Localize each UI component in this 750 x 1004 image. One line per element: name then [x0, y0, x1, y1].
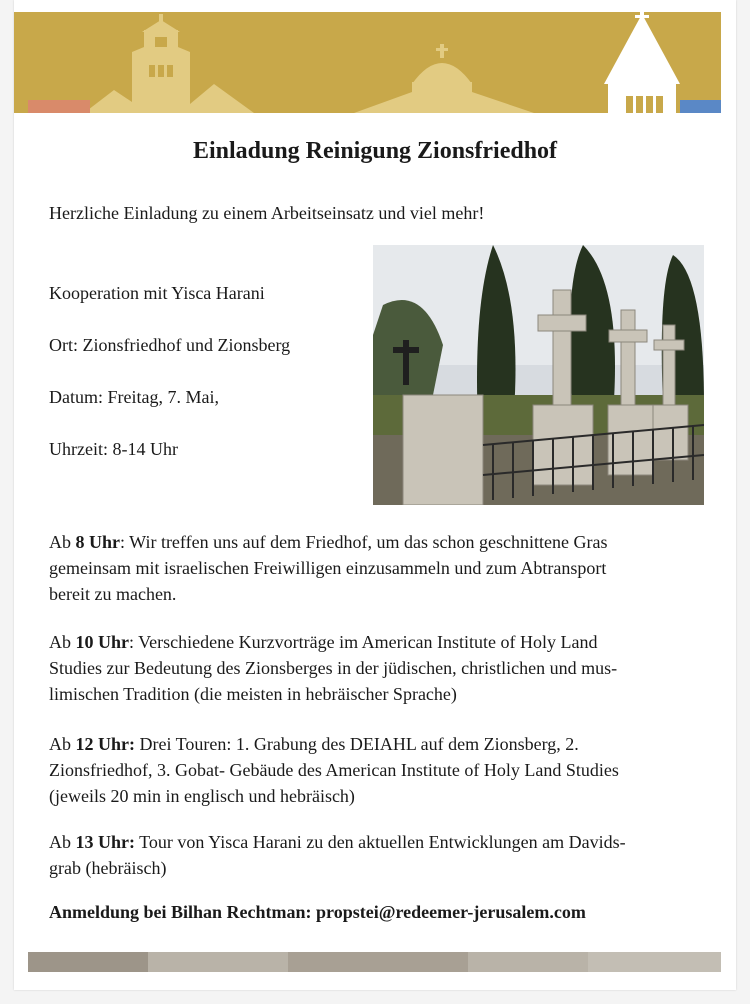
schedule-time: 8 Uhr [75, 532, 120, 552]
time-line: Uhrzeit: 8-14 Uhr [49, 439, 178, 459]
cemetery-photo [373, 245, 704, 505]
signup-contact[interactable]: Anmeldung bei Bilhan Rechtman: propstei@redeemer-jerusalem.com [49, 902, 586, 922]
schedule-time: 12 Uhr: [75, 734, 135, 754]
date-line: Datum: Freitag, 7. Mai, [49, 387, 219, 407]
footer-image-strip [28, 952, 721, 972]
schedule-item-8: Ab 8 Uhr: Wir treffen uns auf dem Friedhof, um das schon geschnittene Gras gemeinsam mit israelischen Freiwilligen einzusammeln und zum Abtransport bereit zu machen. [49, 532, 608, 604]
jerusalem-skyline-icon [14, 12, 721, 113]
event-details [49, 280, 290, 462]
page-title: Einladung Reinigung Zionsfriedhof [192, 138, 558, 164]
intro-text: Herzliche Einladung zu einem Arbeitseinsatz und viel mehr! [49, 203, 485, 223]
schedule-item-10: Ab 10 Uhr: Verschiedene Kurzvorträge im American Institute of Holy Land Studies zur Bedeutung des Zionsberges in der jüdischen, christlichen und mus- limischen Tradition (die meisten in hebräischer Sprache) [49, 632, 618, 704]
schedule-item-13: Ab 13 Uhr: Tour von Yisca Harani zu den aktuellen Entwicklungen am Davids- grab (hebräisch) [49, 832, 626, 878]
schedule-time: 10 Uhr [75, 632, 129, 652]
place-line: Ort: Zionsfriedhof und Zionsberg [49, 335, 291, 355]
schedule-item-12: Ab 12 Uhr: Drei Touren: 1. Grabung des DEIAHL auf dem Zionsberg, 2. Zionsfriedhof, 3. Gobat- Gebäude des American Institute of Holy Land Studies (jeweils 20 min in englisch und hebräisch) [49, 734, 619, 806]
schedule-time: 13 Uhr: [75, 832, 135, 852]
cooperation-line: Kooperation mit Yisca Harani [49, 283, 265, 303]
